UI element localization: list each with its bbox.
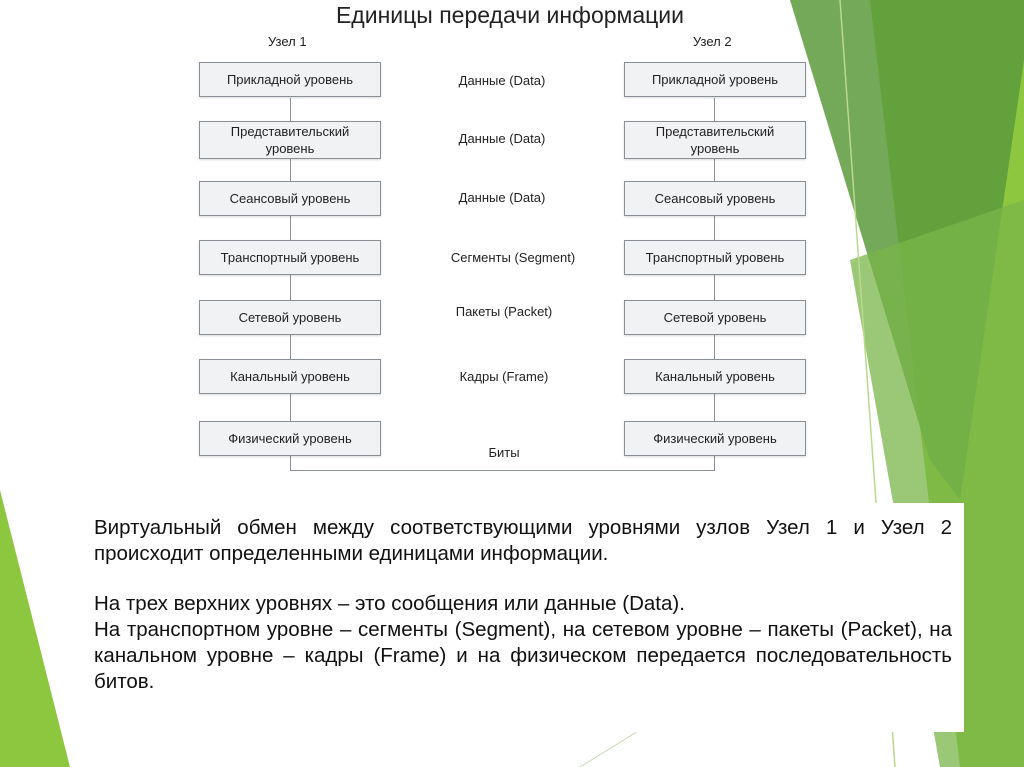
node1-transport-layer: Транспортный уровень xyxy=(199,240,381,275)
node1-datalink-layer: Канальный уровень xyxy=(199,359,381,394)
node1-network-layer: Сетевой уровень xyxy=(199,300,381,335)
node1-label: Узел 1 xyxy=(268,34,307,49)
node2-label: Узел 2 xyxy=(693,34,732,49)
node2-presentation-layer: Представительский уровень xyxy=(624,121,806,159)
decor-line-bottom xyxy=(580,730,640,767)
node1-physical-layer: Физический уровень xyxy=(199,421,381,456)
node1-session-layer: Сеансовый уровень xyxy=(199,181,381,216)
node2-physical-layer: Физический уровень xyxy=(624,421,806,456)
unit-transport: Сегменты (Segment) xyxy=(450,250,576,265)
node1-presentation-layer: Представительский уровень xyxy=(199,121,381,159)
node2-application-layer: Прикладной уровень xyxy=(624,62,806,97)
unit-physical: Биты xyxy=(488,445,520,460)
unit-datalink: Кадры (Frame) xyxy=(459,369,549,384)
slide-title: Единицы передачи информации xyxy=(335,2,685,28)
left-green-triangle xyxy=(0,490,70,767)
node2-session-layer: Сеансовый уровень xyxy=(624,181,806,216)
physical-link-line xyxy=(290,470,715,471)
node1-application-layer: Прикладной уровень xyxy=(199,62,381,97)
unit-session: Данные (Data) xyxy=(458,190,546,205)
unit-network: Пакеты (Packet) xyxy=(455,304,553,319)
explanation-paragraph-1: Виртуальный обмен между соответствующими уровнями узлов Узел 1 и Узел 2 происходит определенными единицами информации. xyxy=(94,516,952,565)
unit-presentation: Данные (Data) xyxy=(458,131,546,146)
node2-network-layer: Сетевой уровень xyxy=(624,300,806,335)
explanation-textbox xyxy=(78,503,964,732)
explanation-paragraph-3: На транспортном уровне – сегменты (Segment), на сетевом уровне – пакеты (Packet), на канальном уровне – кадры (Frame) и на физическом передается последовательность битов. xyxy=(94,618,952,693)
node2-transport-layer: Транспортный уровень xyxy=(624,240,806,275)
unit-application: Данные (Data) xyxy=(458,73,546,88)
explanation-paragraph-2: На трех верхних уровнях – это сообщения или данные (Data). xyxy=(94,592,685,615)
node2-datalink-layer: Канальный уровень xyxy=(624,359,806,394)
